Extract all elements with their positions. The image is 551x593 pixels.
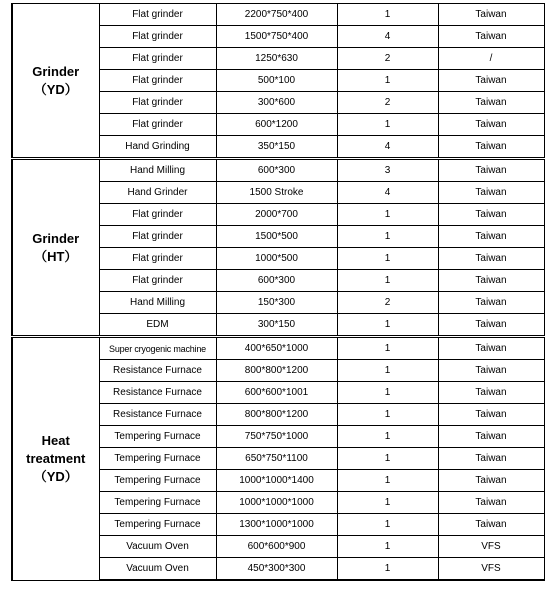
origin-cell: Taiwan [438, 360, 544, 382]
origin-cell: Taiwan [438, 204, 544, 226]
origin-cell: Taiwan [438, 136, 544, 159]
origin-cell: Taiwan [438, 314, 544, 337]
quantity-cell: 4 [337, 26, 438, 48]
spec-cell: 650*750*1100 [216, 448, 337, 470]
group-label-line: Grinder [32, 63, 80, 79]
origin-cell: Taiwan [438, 426, 544, 448]
spec-cell: 600*1200 [216, 114, 337, 136]
spec-cell: 500*100 [216, 70, 337, 92]
quantity-cell: 1 [337, 314, 438, 337]
quantity-cell: 1 [337, 514, 438, 536]
spec-cell: 1000*1000*1400 [216, 470, 337, 492]
origin-cell: Taiwan [438, 114, 544, 136]
quantity-cell: 1 [337, 536, 438, 558]
quantity-cell: 1 [337, 248, 438, 270]
spec-cell: 600*600*1001 [216, 382, 337, 404]
group-label-line: Grinder [32, 230, 80, 246]
origin-cell: Taiwan [438, 26, 544, 48]
quantity-cell: 1 [337, 426, 438, 448]
quantity-cell: 4 [337, 136, 438, 159]
spec-cell: 300*150 [216, 314, 337, 337]
origin-cell: Taiwan [438, 92, 544, 114]
quantity-cell: 2 [337, 48, 438, 70]
spec-cell: 300*600 [216, 92, 337, 114]
quantity-cell: 4 [337, 182, 438, 204]
equipment-name-cell: Flat grinder [99, 270, 216, 292]
origin-cell: Taiwan [438, 492, 544, 514]
quantity-cell: 1 [337, 448, 438, 470]
table-row [12, 4, 544, 26]
spec-cell: 350*150 [216, 136, 337, 159]
group-label-line: （YD） [33, 468, 78, 484]
spec-cell: 1500 Stroke [216, 182, 337, 204]
quantity-cell: 1 [337, 360, 438, 382]
spec-cell: 600*300 [216, 159, 337, 182]
quantity-cell: 2 [337, 292, 438, 314]
equipment-name-cell: Tempering Furnace [99, 492, 216, 514]
spec-cell: 1000*500 [216, 248, 337, 270]
equipment-name-cell: Hand Grinding [99, 136, 216, 159]
equipment-name-cell: Flat grinder [99, 92, 216, 114]
quantity-cell: 1 [337, 558, 438, 581]
equipment-name-cell: Flat grinder [99, 226, 216, 248]
origin-cell: Taiwan [438, 514, 544, 536]
quantity-cell: 1 [337, 226, 438, 248]
group-label-line: Heat [41, 432, 70, 448]
heat-treatment-yd-group [12, 337, 99, 581]
spec-cell: 2200*750*400 [216, 4, 337, 26]
quantity-cell: 2 [337, 92, 438, 114]
origin-cell: Taiwan [438, 404, 544, 426]
equipment-name-cell: Flat grinder [99, 248, 216, 270]
equipment-name-cell: Resistance Furnace [99, 360, 216, 382]
spec-cell: 750*750*1000 [216, 426, 337, 448]
origin-cell: Taiwan [438, 382, 544, 404]
equipment-name-cell: Tempering Furnace [99, 470, 216, 492]
quantity-cell: 1 [337, 337, 438, 360]
quantity-cell: 1 [337, 114, 438, 136]
grinder-ht-group [12, 159, 99, 337]
equipment-name-cell: Tempering Furnace [99, 426, 216, 448]
spec-cell: 2000*700 [216, 204, 337, 226]
table-row [12, 159, 544, 182]
group-label-line: （HT） [34, 248, 78, 264]
origin-cell: Taiwan [438, 337, 544, 360]
quantity-cell: 1 [337, 70, 438, 92]
quantity-cell: 1 [337, 204, 438, 226]
equipment-name-cell: Flat grinder [99, 114, 216, 136]
spec-cell: 150*300 [216, 292, 337, 314]
origin-cell: Taiwan [438, 4, 544, 26]
spec-cell: 1300*1000*1000 [216, 514, 337, 536]
spec-cell: 1500*500 [216, 226, 337, 248]
equipment-name-cell: Resistance Furnace [99, 382, 216, 404]
origin-cell: Taiwan [438, 159, 544, 182]
equipment-name-cell: Hand Milling [99, 159, 216, 182]
equipment-name-cell: Vacuum Oven [99, 558, 216, 581]
equipment-name-cell: Flat grinder [99, 26, 216, 48]
quantity-cell: 1 [337, 404, 438, 426]
equipment-name-cell: Hand Milling [99, 292, 216, 314]
equipment-name-cell: Super cryogenic machine [99, 337, 216, 360]
quantity-cell: 1 [337, 470, 438, 492]
equipment-name-cell: Vacuum Oven [99, 536, 216, 558]
origin-cell: Taiwan [438, 470, 544, 492]
origin-cell: / [438, 48, 544, 70]
spec-cell: 1250*630 [216, 48, 337, 70]
spec-cell: 600*600*900 [216, 536, 337, 558]
origin-cell: Taiwan [438, 226, 544, 248]
equipment-name-cell: Flat grinder [99, 204, 216, 226]
origin-cell: Taiwan [438, 270, 544, 292]
equipment-table [11, 3, 545, 581]
quantity-cell: 1 [337, 382, 438, 404]
spec-cell: 400*650*1000 [216, 337, 337, 360]
spec-cell: 450*300*300 [216, 558, 337, 581]
origin-cell: Taiwan [438, 248, 544, 270]
grinder-yd-group [12, 4, 99, 159]
origin-cell: VFS [438, 558, 544, 581]
group-label-line: （YD） [33, 81, 78, 97]
equipment-table-body [12, 4, 544, 581]
equipment-name-cell: Flat grinder [99, 48, 216, 70]
equipment-name-cell: Flat grinder [99, 4, 216, 26]
origin-cell: Taiwan [438, 448, 544, 470]
spec-cell: 800*800*1200 [216, 360, 337, 382]
spec-cell: 1000*1000*1000 [216, 492, 337, 514]
quantity-cell: 1 [337, 4, 438, 26]
spec-cell: 800*800*1200 [216, 404, 337, 426]
spec-cell: 1500*750*400 [216, 26, 337, 48]
quantity-cell: 1 [337, 270, 438, 292]
equipment-name-cell: EDM [99, 314, 216, 337]
quantity-cell: 3 [337, 159, 438, 182]
origin-cell: Taiwan [438, 70, 544, 92]
origin-cell: Taiwan [438, 292, 544, 314]
equipment-name-cell: Resistance Furnace [99, 404, 216, 426]
equipment-name-cell: Flat grinder [99, 70, 216, 92]
table-row [12, 337, 544, 360]
origin-cell: VFS [438, 536, 544, 558]
quantity-cell: 1 [337, 492, 438, 514]
equipment-name-cell: Hand Grinder [99, 182, 216, 204]
group-label-line: treatment [26, 450, 86, 466]
origin-cell: Taiwan [438, 182, 544, 204]
equipment-name-cell: Tempering Furnace [99, 448, 216, 470]
equipment-name-cell: Tempering Furnace [99, 514, 216, 536]
spec-cell: 600*300 [216, 270, 337, 292]
